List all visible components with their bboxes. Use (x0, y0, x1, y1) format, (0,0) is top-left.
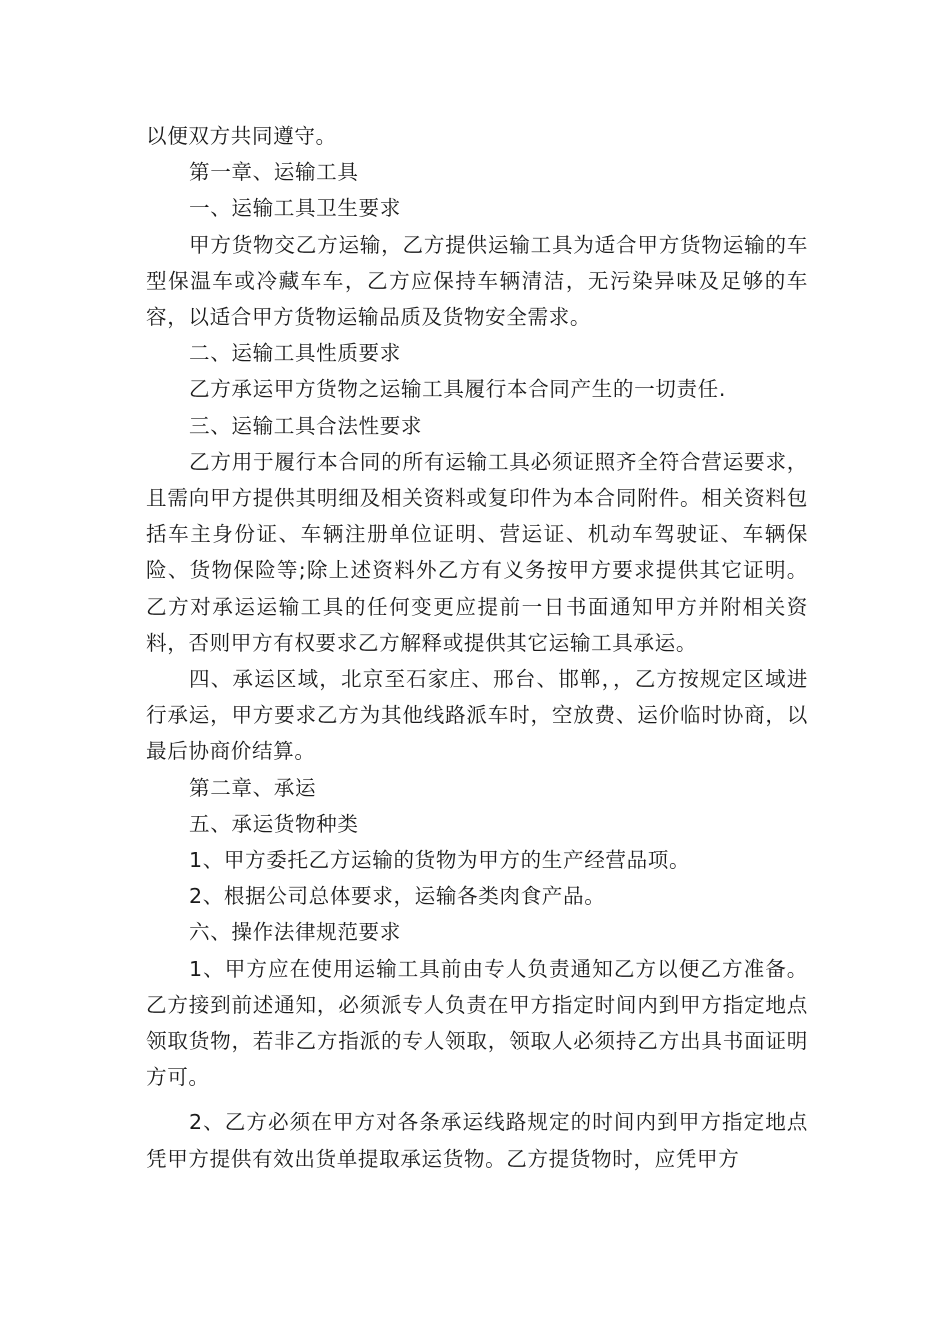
list-item-operation-1: 1、甲方应在使用运输工具前由专人负责通知乙方以便乙方准备。乙方接到前述通知，必须派专人负责在甲方指定时间内到甲方指定地点领取货物，若非乙方指派的专人领取，领取人必须持乙方出具书面证明方可。 (146, 956, 808, 1090)
section-heading-5: 五、承运货物种类 (189, 811, 359, 836)
list-item-goods-1: 1、甲方委托乙方运输的货物为甲方的生产经营品项。 (189, 848, 691, 873)
chapter-heading-1: 第一章、运输工具 (189, 160, 359, 185)
list-item-operation-2: 2、乙方必须在甲方对各条承运线路规定的时间内到甲方指定地点凭甲方提供有效出货单提取承运货物。乙方提货物时，应凭甲方 (146, 1110, 808, 1171)
section-heading-6: 六、操作法律规范要求 (189, 920, 401, 945)
paragraph-vehicle-legality: 乙方用于履行本合同的所有运输工具必须证照齐全符合营运要求，且需向甲方提供其明细及相关资料或复印件为本合同附件。相关资料包括车主身份证、车辆注册单位证明、营运证、机动车驾驶证、车辆保险、货物保险等;除上述资料外乙方有义务按甲方要求提供其它证明。乙方对承运运输工具的任何变更应提前一日书面通知甲方并附相关资料，否则甲方有权要求乙方解释或提供其它运输工具承运。 (146, 449, 808, 655)
section-heading-3: 三、运输工具合法性要求 (189, 413, 423, 438)
paragraph-continuation: 以便双方共同遵守。 (146, 124, 337, 148)
section-heading-2: 二、运输工具性质要求 (189, 341, 401, 366)
paragraph-vehicle-hygiene: 甲方货物交乙方运输，乙方提供运输工具为适合甲方货物运输的车型保温车或冷藏车车，乙方应保持车辆清洁，无污染异味及足够的车容，以适合甲方货物运输品质及货物安全需求。 (146, 232, 808, 330)
chapter-heading-2: 第二章、承运 (189, 775, 317, 800)
section-heading-1: 一、运输工具卫生要求 (189, 196, 401, 221)
paragraph-vehicle-nature: 乙方承运甲方货物之运输工具履行本合同产生的一切责任. (189, 377, 726, 402)
document-body (146, 118, 808, 1177)
paragraph-service-area: 四、承运区域，北京至石家庄、邢台、邯郸，，乙方按规定区域进行承运，甲方要求乙方为其他线路派车时，空放费、运价临时协商，以最后协商价结算。 (146, 667, 808, 764)
list-item-goods-2: 2、根据公司总体要求，运输各类肉食产品。 (189, 884, 606, 909)
